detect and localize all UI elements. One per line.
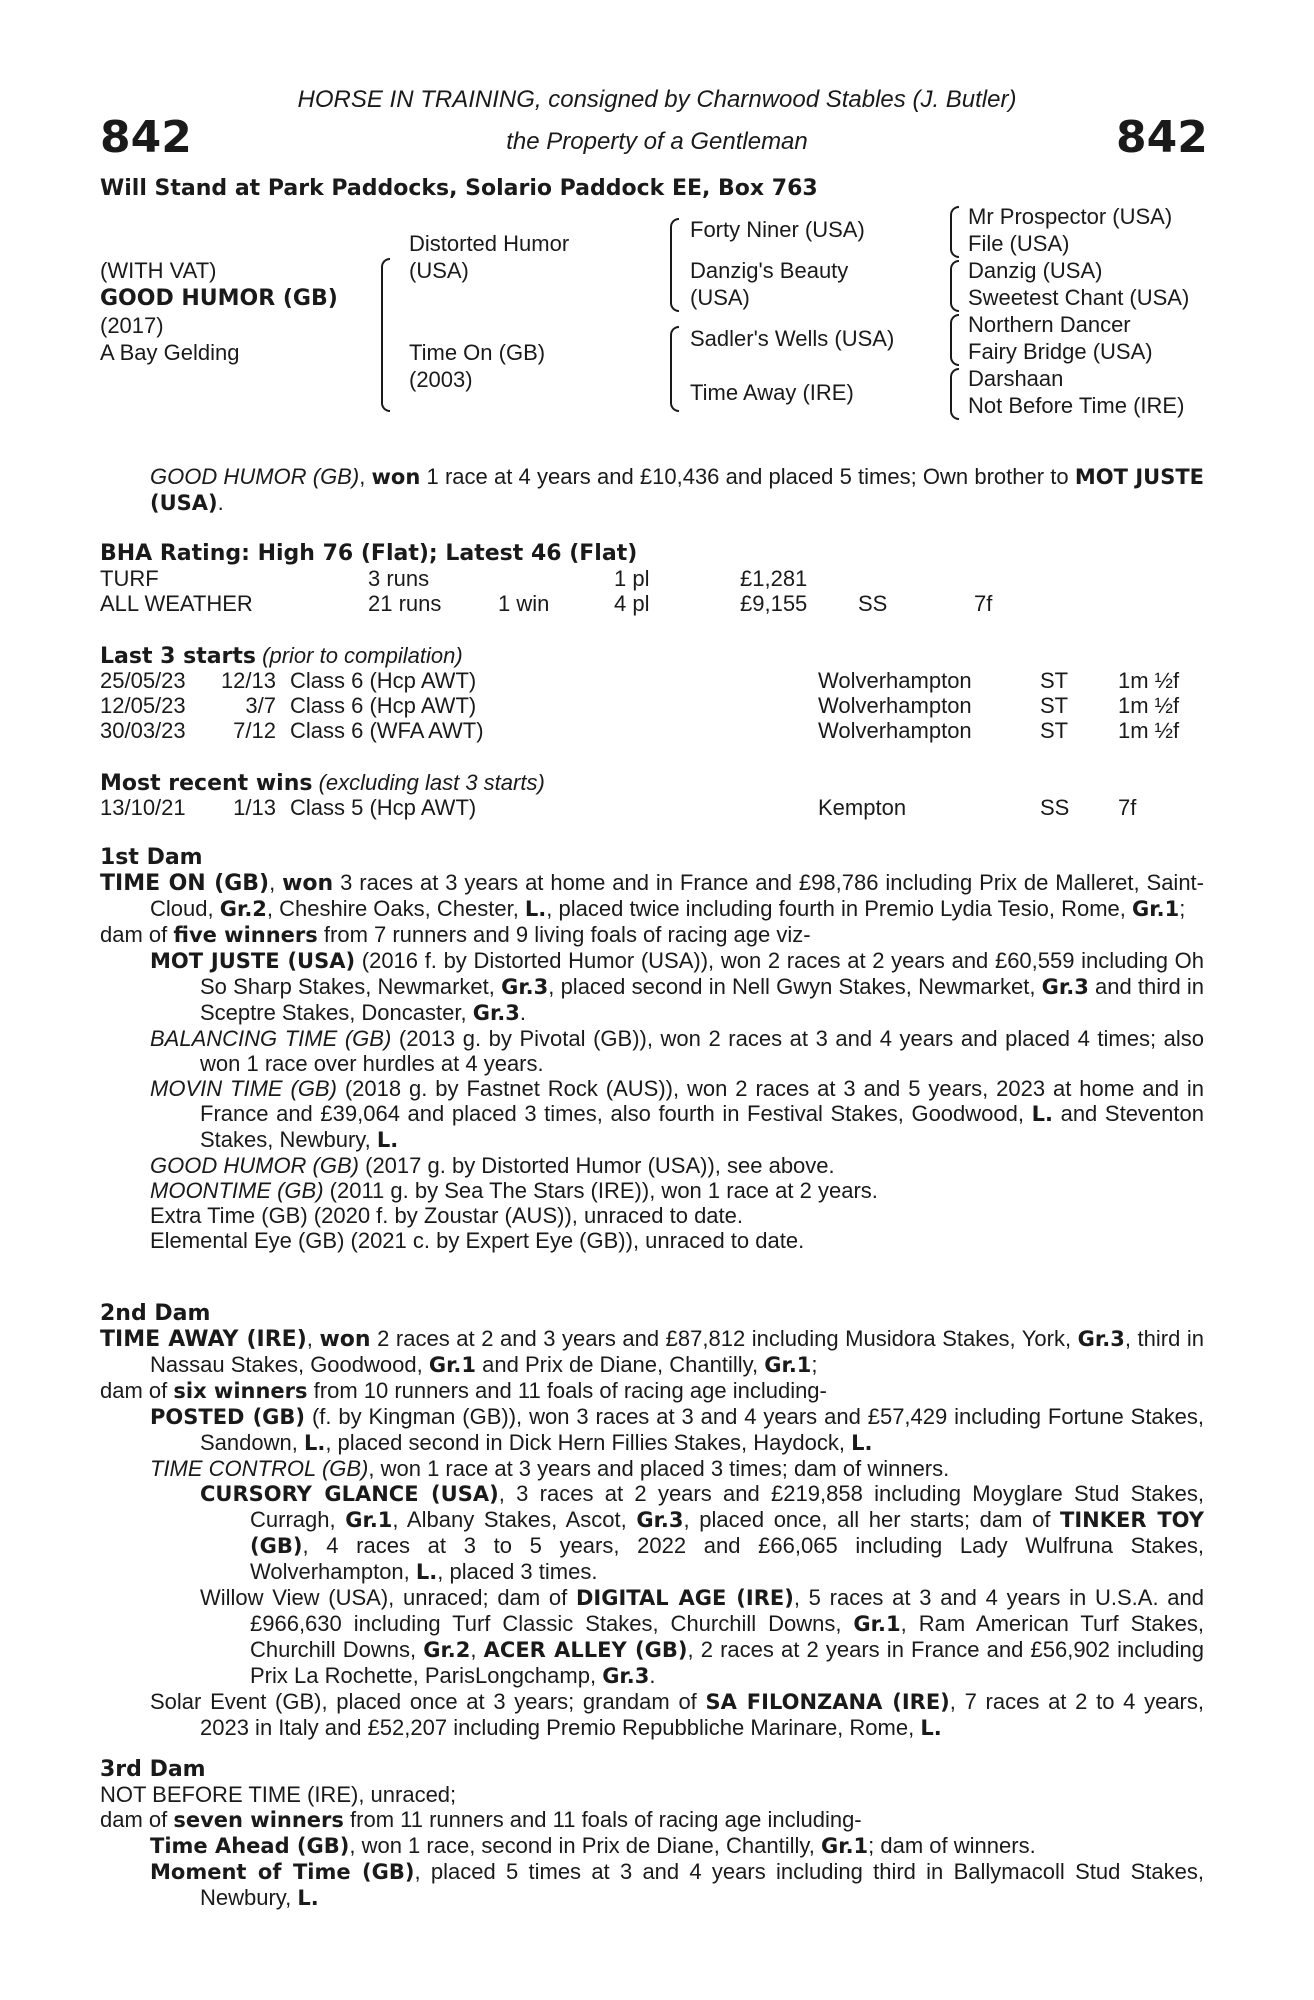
lot-number-right: 842 (1116, 112, 1208, 163)
text: and Prix de Diane, Chantilly, (476, 1352, 765, 1377)
ped-dss: Northern Dancer (968, 312, 1131, 337)
text: , Ram American Turf Stakes, Churchill Downs, (250, 1611, 1204, 1662)
won-label: won (371, 465, 421, 489)
produce-entry (100, 1456, 1204, 1481)
grade: L. (524, 897, 547, 921)
pedigree-brace-3b (950, 260, 959, 312)
text: dam of (100, 1807, 174, 1832)
runs: 3 runs (368, 566, 430, 591)
grade: Gr.2 (423, 1638, 471, 1662)
produce-name: TIME CONTROL (GB) (150, 1456, 369, 1481)
produce-name: ACER ALLEY (GB) (483, 1638, 688, 1662)
third-dam-produce-summary (100, 1807, 1204, 1833)
recent-win-row (100, 795, 1220, 820)
produce-entry (100, 1203, 1204, 1228)
text: Solar Event (GB), placed once at 3 years; grandam of (150, 1689, 706, 1714)
sire-sire: Forty Niner (USA) (690, 217, 865, 242)
grade: Gr.3 (636, 1508, 684, 1532)
text: , 4 races at 3 to 5 years, 2022 and £66,065 including Lady Wulfruna Stakes, Wolverhampton, (250, 1533, 1204, 1584)
won-label: won (282, 871, 334, 896)
produce-name: CURSORY GLANCE (USA) (200, 1482, 499, 1506)
grade: Gr.3 (501, 975, 549, 999)
recent-heading: Most recent wins (100, 771, 313, 796)
produce-entry (100, 948, 1204, 1026)
property-line: the Property of a Gentleman (506, 128, 808, 155)
sibling-name: MOT JUSTE (USA) (150, 465, 1204, 515)
text: . (519, 1000, 527, 1025)
produce-name: TINKER TOY (GB) (250, 1508, 1204, 1558)
text: dam of (100, 922, 174, 947)
text: from 10 runners and 11 foals of racing age including- (307, 1378, 827, 1403)
sire-dam: Danzig's Beauty (690, 258, 849, 283)
dam-sire: Sadler's Wells (USA) (690, 326, 895, 351)
text: (2018 g. by Fastnet Rock (AUS)), won 2 races at 3 and 5 years, 2023 at home and in France and £39,064 and placed 3 times, also fourth in Festival Stakes, Goodwood, (200, 1076, 1204, 1126)
grade: L. (376, 1128, 399, 1152)
date: 13/10/21 (100, 795, 186, 820)
ped-ddd: Not Before Time (IRE) (968, 393, 1185, 418)
text: , (306, 1326, 320, 1351)
text: , (269, 870, 283, 895)
dam-name: Time On (GB) (409, 340, 546, 365)
going: ST (1040, 668, 1069, 693)
pedigree-brace-2b (670, 326, 679, 412)
position: 7/12 (233, 718, 276, 743)
produce-entry (100, 1153, 1204, 1178)
produce-name: MOVIN TIME (GB) (150, 1076, 337, 1101)
text: Elemental Eye (GB) (2021 c. by Expert Eye (GB)), unraced to date. (150, 1228, 805, 1253)
grade: L. (920, 1716, 942, 1740)
text: (2011 g. by Sea The Stars (IRE)), won 1 race at 2 years. (323, 1178, 878, 1203)
produce-name: Moment of Time (GB) (150, 1860, 415, 1884)
course: Wolverhampton (818, 668, 972, 693)
vat-note: (WITH VAT) (100, 258, 217, 283)
grade: Gr.2 (219, 897, 267, 921)
horse-name: GOOD HUMOR (GB) (100, 286, 338, 311)
first-dam-section (100, 845, 1204, 1253)
ped-sds: Danzig (USA) (968, 258, 1103, 283)
class: Class 6 (Hcp AWT) (290, 668, 477, 693)
dam-dam: Time Away (IRE) (690, 380, 854, 405)
third-dam-heading: 3rd Dam (100, 1757, 206, 1782)
text: . (649, 1663, 656, 1688)
summary-horse: GOOD HUMOR (GB) (150, 464, 360, 489)
text: , placed once, all her starts; dam of (683, 1507, 1061, 1532)
course: Wolverhampton (818, 718, 972, 743)
text: , (359, 464, 372, 489)
grade: Gr.1 (345, 1508, 393, 1532)
date: 30/03/23 (100, 718, 186, 743)
text: 3 races at 3 years at home and in France and £98,786 including Prix de Malleret, Saint-Cloud, (150, 870, 1204, 921)
ped-sss: Mr Prospector (USA) (968, 204, 1173, 229)
distance: 1m ½f (1118, 718, 1180, 743)
produce-entry (100, 1859, 1204, 1911)
winners-count: five winners (173, 923, 318, 947)
produce-entry (100, 1404, 1204, 1456)
produce-entry (100, 1026, 1204, 1076)
dam-name: TIME AWAY (IRE) (100, 1327, 307, 1352)
text: ; (811, 1352, 818, 1377)
text: . (217, 490, 224, 515)
grade: Gr.3 (1077, 1327, 1125, 1351)
produce-entry (100, 1833, 1204, 1859)
pedigree-brace-3d (950, 368, 959, 420)
grade: Gr.1 (853, 1612, 901, 1636)
going: SS (1040, 795, 1070, 820)
text: , placed second in Nell Gwyn Stakes, Newmarket, (548, 974, 1042, 999)
class: Class 6 (Hcp AWT) (290, 693, 477, 718)
ped-dds: Darshaan (968, 366, 1064, 391)
pedigree-brace-1 (381, 258, 390, 412)
earnings: £1,281 (740, 566, 808, 591)
produce-name: GOOD HUMOR (GB) (150, 1153, 359, 1178)
produce-name: SA FILONZANA (IRE) (705, 1690, 950, 1714)
text: Extra Time (GB) (2020 f. by Zoustar (AUS)), unraced to date. (150, 1203, 744, 1228)
going: ST (1040, 693, 1069, 718)
winners-count: seven winners (173, 1808, 344, 1832)
produce-name: DIGITAL AGE (IRE) (575, 1586, 794, 1610)
produce-entry (100, 1481, 1204, 1585)
text: (f. by Kingman (GB)), won 3 races at 3 and 4 years and £57,429 including Fortune Stakes, Sandown, (200, 1404, 1205, 1455)
text: dam of (100, 1378, 174, 1403)
last3-heading: Last 3 starts (100, 644, 257, 669)
start-row (100, 693, 1220, 718)
course: Kempton (818, 795, 907, 820)
wins: 1 win (498, 591, 550, 616)
position: 1/13 (233, 795, 276, 820)
distance: 7f (1118, 795, 1137, 820)
grade: L. (297, 1886, 319, 1910)
produce-entry (100, 1076, 1204, 1153)
earnings: £9,155 (740, 591, 808, 616)
start-row (100, 718, 1220, 743)
rating-row (100, 591, 1220, 616)
rating-heading: BHA Rating: High 76 (Flat); Latest 46 (Flat) (100, 541, 638, 566)
runs: 21 runs (368, 591, 442, 616)
text: , placed twice including fourth in Premio Lydia Tesio, Rome, (546, 896, 1133, 921)
text: (2017 g. by Distorted Humor (USA)), see above. (359, 1153, 835, 1178)
won-label: won (319, 1327, 371, 1352)
text: and Steventon Stakes, Newbury, (200, 1101, 1204, 1152)
second-dam-section (100, 1301, 1204, 1741)
produce-entry (100, 1228, 1204, 1253)
grade: Gr.1 (764, 1353, 812, 1377)
grade: L. (851, 1431, 873, 1455)
produce-entry (100, 1178, 1204, 1203)
dam-year: (2003) (409, 367, 473, 392)
start-row (100, 668, 1220, 693)
produce-name: POSTED (GB) (150, 1405, 306, 1429)
text: , 5 races at 3 and 4 years in U.S.A. and £966,630 including Turf Classic Stakes, Churchill Downs, (250, 1585, 1204, 1636)
grade: Gr.3 (472, 1001, 520, 1025)
summary-section (100, 464, 1204, 516)
first-dam-produce-summary (100, 922, 1204, 948)
last3-heading-line (100, 643, 463, 669)
text: 1 race at 4 years and £10,436 and placed 5 times; Own brother to (420, 464, 1075, 489)
third-dam-record: NOT BEFORE TIME (IRE), unraced; (100, 1782, 457, 1807)
lot-number-left: 842 (100, 112, 192, 163)
first-dam-record (100, 870, 1204, 922)
text: and third in Sceptre Stakes, Doncaster, (200, 974, 1205, 1025)
date: 12/05/23 (100, 693, 186, 718)
text: , placed 5 times at 3 and 4 years including third in Ballymacoll Stud Stakes, Newbury, (200, 1859, 1204, 1910)
recent-note: (excluding last 3 starts) (312, 770, 545, 795)
text: from 11 runners and 11 foals of racing age including- (343, 1807, 862, 1832)
horse-year: (2017) (100, 313, 164, 338)
distance: 7f (974, 591, 993, 616)
produce-name: MOT JUSTE (USA) (150, 949, 356, 973)
grade: Gr.3 (602, 1664, 650, 1688)
produce-name: MOONTIME (GB) (150, 1178, 324, 1203)
second-dam-heading: 2nd Dam (100, 1301, 211, 1326)
position: 3/7 (245, 693, 276, 718)
surface: ALL WEATHER (100, 591, 253, 616)
class: Class 5 (Hcp AWT) (290, 795, 477, 820)
last3-note: (prior to compilation) (256, 643, 463, 668)
grade: L. (303, 1431, 326, 1455)
produce-name: BALANCING TIME (GB) (150, 1026, 392, 1051)
text: , 7 races at 2 to 4 years, 2023 in Italy and £52,207 including Premio Repubbliche Marinare, Rome, (200, 1689, 1204, 1740)
text: , 3 races at 2 years and £219,858 including Moyglare Stud Stakes, Curragh, (250, 1481, 1204, 1532)
consignment-line: HORSE IN TRAINING, consigned by Charnwood Stables (J. Butler) (297, 86, 1017, 113)
placed: 4 pl (614, 591, 650, 616)
text: , third in Nassau Stakes, Goodwood, (150, 1326, 1204, 1377)
text: from 7 runners and 9 living foals of racing age viz- (317, 922, 811, 947)
rating-row (100, 566, 1220, 591)
produce-name: Time Ahead (GB) (150, 1834, 350, 1858)
text: , placed second in Dick Hern Fillies Stakes, Haydock, (325, 1430, 852, 1455)
grade: Gr.1 (820, 1834, 869, 1858)
text: , won 1 race at 3 years and placed 3 times; dam of winners. (368, 1456, 950, 1481)
pedigree-brace-2a (670, 218, 679, 312)
text: ; dam of winners. (868, 1833, 1036, 1858)
text: , Cheshire Oaks, Chester, (266, 896, 525, 921)
date: 25/05/23 (100, 668, 186, 693)
winners-count: six winners (173, 1379, 308, 1403)
sire-country: (USA) (409, 258, 469, 283)
second-dam-record (100, 1326, 1204, 1378)
class: Class 6 (WFA AWT) (290, 718, 484, 743)
ped-sdd: Sweetest Chant (USA) (968, 285, 1190, 310)
pedigree-brace-3c (950, 314, 959, 366)
dam-name: TIME ON (GB) (100, 871, 270, 896)
pedigree-brace-3a (950, 206, 959, 258)
going: SS (858, 591, 888, 616)
distance: 1m ½f (1118, 668, 1180, 693)
course: Wolverhampton (818, 693, 972, 718)
text: Willow View (USA), unraced; dam of (200, 1585, 576, 1610)
grade: Gr.1 (428, 1353, 477, 1377)
ped-ssd: File (USA) (968, 231, 1070, 256)
second-dam-produce-summary (100, 1378, 1204, 1404)
text: (2013 g. by Pivotal (GB)), won 2 races at 3 and 4 years and placed 4 times; also won 1 race over hurdles at 4 years. (200, 1026, 1205, 1076)
text: , (470, 1637, 484, 1662)
placed: 1 pl (614, 566, 650, 591)
summary-paragraph (100, 464, 1204, 516)
sire-dam-country: (USA) (690, 285, 750, 310)
recent-heading-line (100, 770, 545, 796)
sire-name: Distorted Humor (409, 231, 570, 256)
text: , Albany Stakes, Ascot, (392, 1507, 637, 1532)
text: 2 races at 2 and 3 years and £87,812 including Musidora Stakes, York, (370, 1326, 1078, 1351)
text: , 2 races at 2 years in France and £56,902 including Prix La Rochette, ParisLongchamp, (250, 1637, 1204, 1688)
text: , won 1 race, second in Prix de Diane, Chantilly, (349, 1833, 821, 1858)
grade: Gr.3 (1041, 975, 1089, 999)
third-dam-section (100, 1757, 1204, 1911)
produce-entry (100, 1585, 1204, 1689)
produce-entry (100, 1689, 1204, 1741)
distance: 1m ½f (1118, 693, 1180, 718)
grade: L. (415, 1560, 438, 1584)
horse-description: A Bay Gelding (100, 340, 240, 365)
text: (2016 f. by Distorted Humor (USA)), won 2 races at 2 years and £60,559 including Oh So Sharp Stakes, Newmarket, (200, 948, 1204, 999)
stand-location: Will Stand at Park Paddocks, Solario Paddock EE, Box 763 (100, 176, 818, 201)
grade: L. (1031, 1102, 1053, 1126)
ped-dsd: Fairy Bridge (USA) (968, 339, 1153, 364)
first-dam-heading: 1st Dam (100, 845, 203, 870)
text: ; (1179, 896, 1186, 921)
position: 12/13 (220, 668, 276, 693)
grade: Gr.1 (1132, 897, 1180, 921)
surface: TURF (100, 566, 159, 591)
text: , placed 3 times. (437, 1559, 598, 1584)
going: ST (1040, 718, 1069, 743)
